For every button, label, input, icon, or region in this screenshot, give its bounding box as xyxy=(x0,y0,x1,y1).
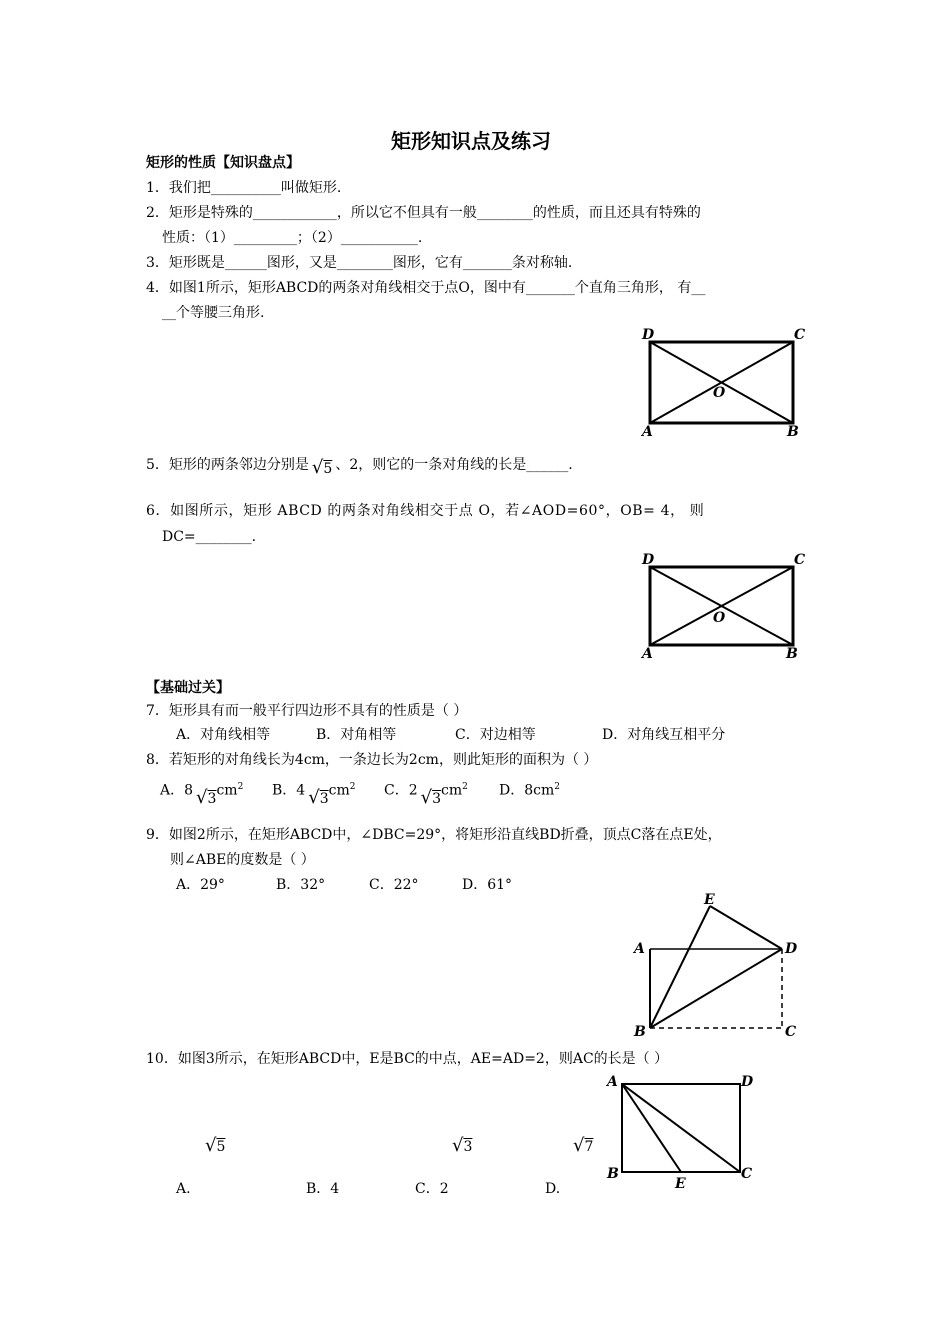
label-E: E xyxy=(704,892,715,908)
label-O: O xyxy=(713,385,726,401)
q10-radical-d: √7 xyxy=(573,1135,594,1156)
label-C: C xyxy=(794,552,806,568)
label-D: D xyxy=(785,941,798,957)
q9-option-d: D．61° xyxy=(462,877,513,893)
question-1: 1．我们把__________叫做矩形. xyxy=(146,180,342,196)
q10-radical-a: √5 xyxy=(205,1135,226,1156)
q7-option-d: D．对角线互相平分 xyxy=(602,727,726,743)
q10-radical-c: √3 xyxy=(452,1135,473,1156)
section-heading-properties: 矩形的性质【知识盘点】 xyxy=(146,155,300,171)
question-6-line1: 6．如图所示，矩形 ABCD 的两条对角线相交于点 O，若∠AOD=60°，OB= 4， 则 xyxy=(146,503,705,519)
question-9-line1: 9．如图2所示，在矩形ABCD中，∠DBC=29°，将矩形沿直线BD折叠，顶点C落在点E处， xyxy=(146,827,722,843)
question-4-line1: 4．如图1所示，矩形ABCD的两条对角线相交于点O，图中有_______个直角三角形， 有__ xyxy=(146,280,706,296)
label-B: B xyxy=(786,646,798,662)
q10-option-b: B．4 xyxy=(306,1181,340,1197)
question-5-radical: √5 xyxy=(311,457,333,478)
question-9-line2: 则∠ABE的度数是（ ） xyxy=(170,852,315,868)
label-C: C xyxy=(741,1166,753,1182)
q9-option-c: C．22° xyxy=(369,877,419,893)
q9-option-b: B．32° xyxy=(276,877,326,893)
label-A: A xyxy=(607,1074,618,1090)
q7-option-b: B．对角相等 xyxy=(316,727,397,743)
label-D: D xyxy=(741,1074,754,1090)
q10-option-d: D. xyxy=(545,1181,561,1197)
question-4-line2: __个等腰三角形. xyxy=(162,305,265,321)
label-C: C xyxy=(794,327,806,343)
q8-option-a: A．8 $√3cm^2$ xyxy=(160,782,244,808)
question-3: 3．矩形既是______图形，又是________图形，它有_______条对称轴. xyxy=(146,255,573,271)
label-E: E xyxy=(675,1176,686,1192)
q8-option-d: D．$8cm^2$ xyxy=(499,782,560,799)
q8-option-b: B．4 $√3cm^2$ xyxy=(272,782,356,808)
q8-option-c: C．2 $√3cm^2$ xyxy=(384,782,468,808)
figure-1-rectangle xyxy=(640,325,810,440)
question-6-line2: DC=________. xyxy=(162,529,257,545)
label-B: B xyxy=(607,1166,619,1182)
question-2-line2: 性质：（1）_________；（2）___________. xyxy=(162,230,423,246)
question-5 xyxy=(146,454,573,478)
question-5-suffix: 、2，则它的一条对角线的长是______. xyxy=(335,457,573,473)
label-A: A xyxy=(642,424,653,440)
label-A: A xyxy=(634,941,645,957)
question-5-prefix: 5．矩形的两条邻边分别是 xyxy=(146,457,309,473)
q7-option-c: C．对边相等 xyxy=(455,727,536,743)
label-B: B xyxy=(634,1024,646,1040)
section-heading-basics: 【基础过关】 xyxy=(146,680,230,696)
page-title: 矩形知识点及练习 xyxy=(391,129,551,153)
question-2-line1: 2．矩形是特殊的____________，所以它不但具有一般________的性质，而且还具有特殊的 xyxy=(146,205,701,221)
q10-option-a: A. xyxy=(176,1181,191,1197)
label-D: D xyxy=(642,552,655,568)
label-O: O xyxy=(713,610,726,626)
label-B: B xyxy=(787,424,799,440)
q10-option-c: C．2 xyxy=(415,1181,449,1197)
question-10: 10．如图3所示，在矩形ABCD中，E是BC的中点，AE=AD=2，则AC的长是（ ） xyxy=(146,1051,669,1067)
label-A: A xyxy=(642,646,653,662)
label-D: D xyxy=(642,327,655,343)
figure-4-rectangle xyxy=(603,1072,763,1192)
label-C: C xyxy=(785,1024,797,1040)
q7-option-a: A．对角线相等 xyxy=(176,727,271,743)
figure-2-rectangle xyxy=(640,550,810,665)
figure-3-fold xyxy=(628,892,808,1042)
question-8: 8．若矩形的对角线长为4cm，一条边长为2cm，则此矩形的面积为（ ） xyxy=(146,752,598,768)
q9-option-a: A．29° xyxy=(176,877,225,893)
question-7: 7．矩形具有而一般平行四边形不具有的性质是（ ） xyxy=(146,703,468,719)
